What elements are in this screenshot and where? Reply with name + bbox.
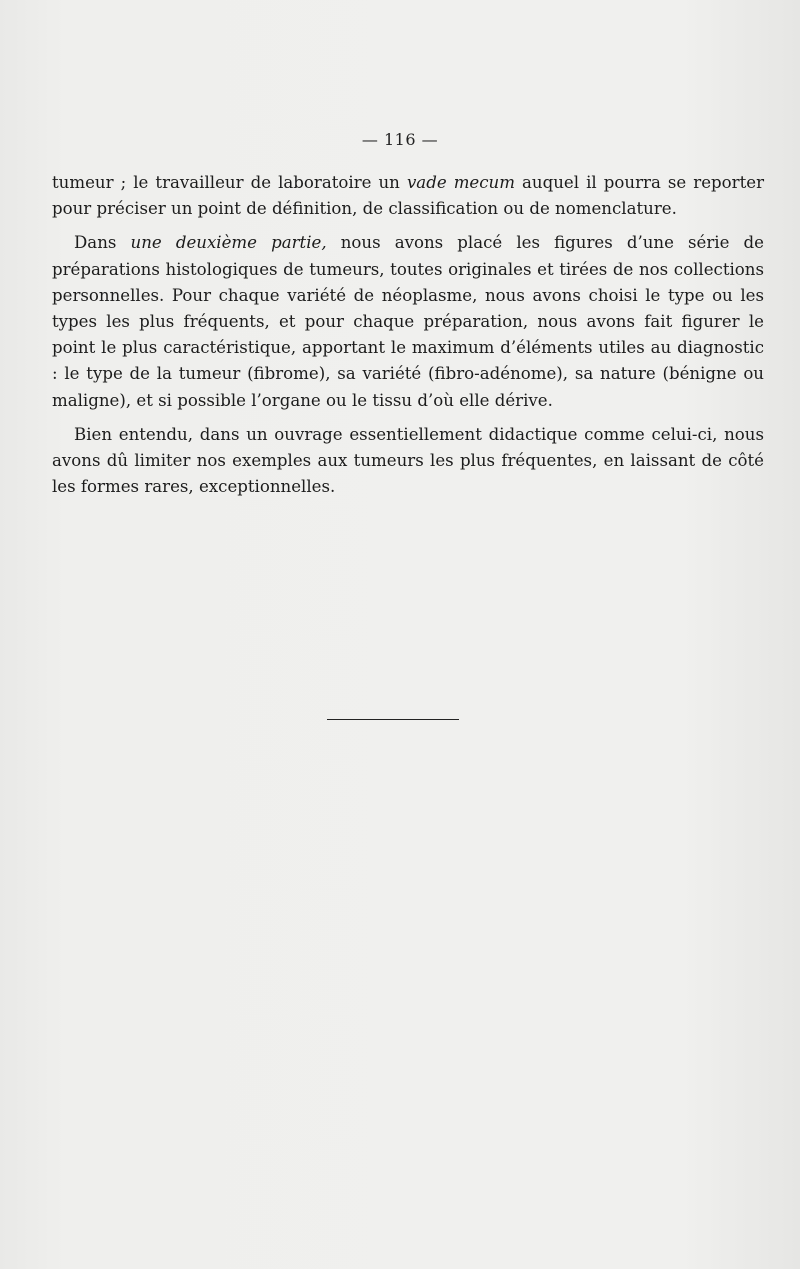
paragraph-2-italic: une deuxième partie,	[130, 233, 327, 253]
paragraph-2-text-end: nous avons placé les figures d’une série de préparations histologiques de tumeurs, toutes originales et tirées de nos collections personnelles. Pour chaque variété de néoplasme, nous avons choisi le type ou les types les plus fréquents, et pour chaque préparation, nous avons fait figurer le point le plus caractéristique, apportant le maximum d’éléments utiles au diagnostic : le type de la tumeur (fibrome), sa variété (fibro-adénome), sa nature (bénigne ou maligne), et si possible l’organe ou le tissu d’où elle dérive.	[52, 233, 764, 410]
body-text	[52, 170, 764, 508]
paragraph-1	[52, 170, 764, 222]
paragraph-2	[52, 230, 764, 413]
paragraph-1-text-end: auquel il pourra se reporter pour préciser un point de définition, de classification ou de nomenclature.	[52, 173, 764, 219]
paragraph-1-italic: vade mecum	[406, 173, 515, 192]
paragraph-3-text: Bien entendu, dans un ouvrage essentiellement didactique comme celui-ci, nous avons dû limiter nos exemples aux tumeurs les plus fréquentes, en laissant de côté les formes rares, exceptionnelles.	[52, 424, 764, 497]
paragraph-2-text: Dans	[74, 233, 131, 253]
paragraph-3	[52, 422, 764, 501]
page-number: — 116 —	[361, 130, 439, 149]
section-divider	[327, 719, 459, 720]
paragraph-1-text: tumeur ; le travailleur de laboratoire un	[52, 173, 407, 192]
